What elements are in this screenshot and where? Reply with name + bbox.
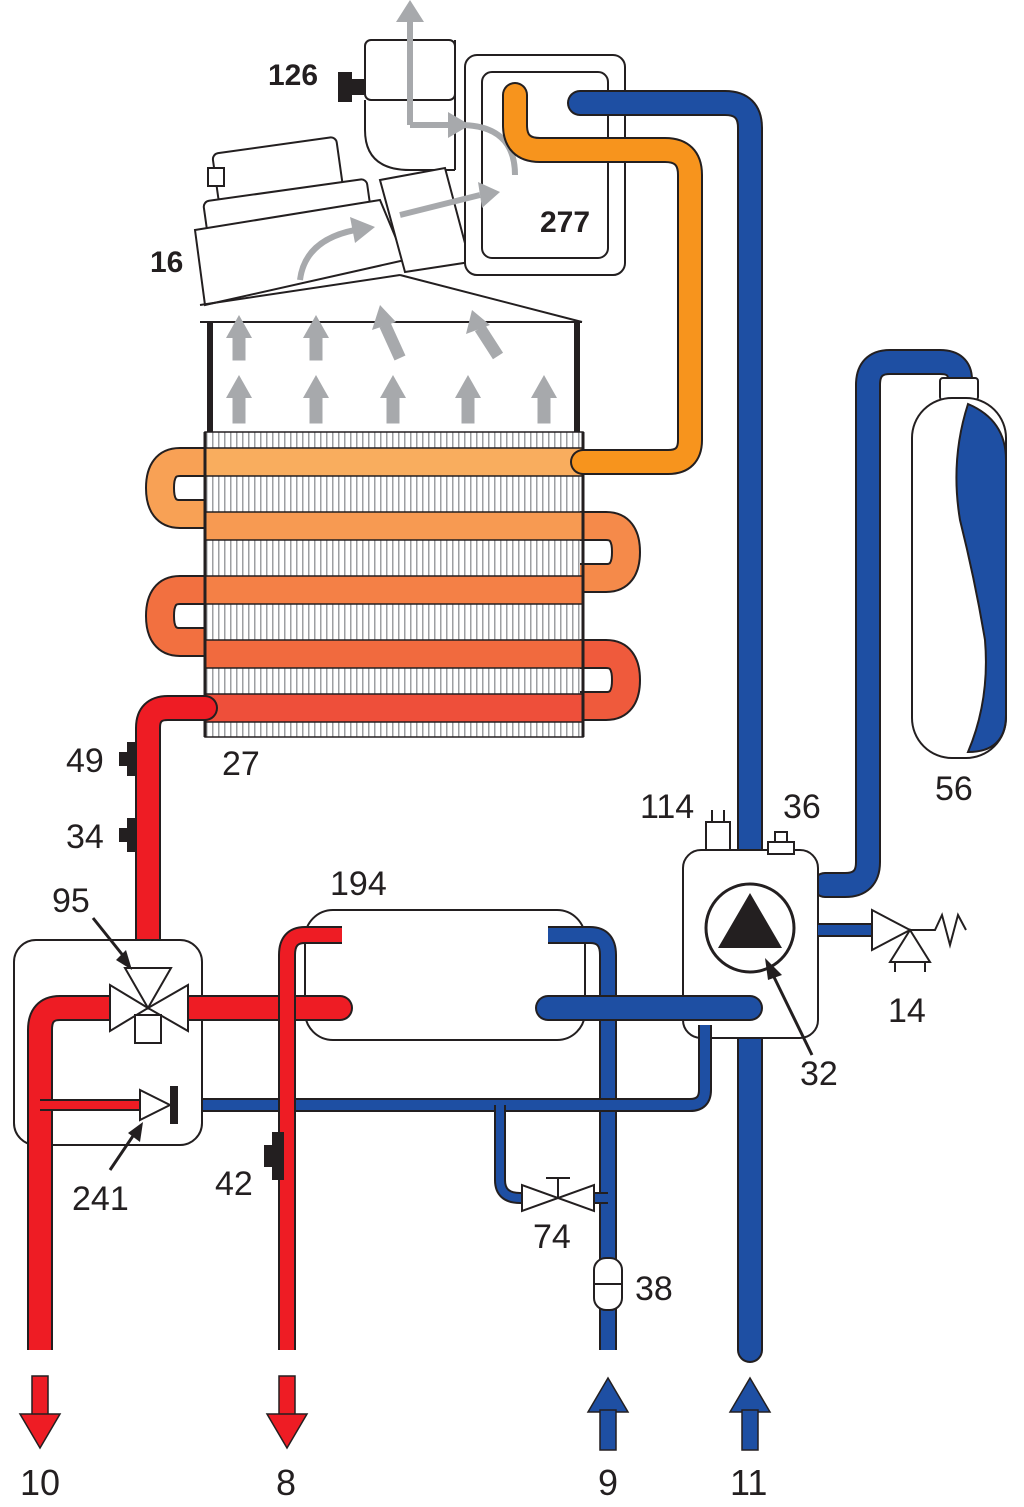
label-9: 9 [598,1462,619,1503]
label-38: 38 [635,1270,673,1308]
air-vent-36 [768,832,794,854]
fan [195,137,470,305]
label-49: 49 [66,742,104,780]
label-34: 34 [66,818,104,856]
flow-sensor-34 [119,818,137,852]
label-194: 194 [330,865,387,903]
label-32: 32 [800,1055,838,1093]
plate-heat-exchanger [305,910,585,1040]
label-8: 8 [276,1462,297,1503]
main-heat-exchanger [160,432,626,737]
label-241: 241 [72,1180,129,1218]
label-27: 27 [222,745,260,783]
pump-flow-sensor-114 [706,810,730,850]
air-pressure-switch [338,72,364,102]
label-16: 16 [150,246,184,279]
label-277: 277 [540,206,591,239]
safety-valve [872,910,966,972]
label-114: 114 [640,788,695,826]
arrow-out-10 [20,1376,60,1448]
arrow-out-8 [267,1376,307,1448]
label-11: 11 [730,1462,768,1503]
label-36: 36 [783,788,821,826]
label-42: 42 [215,1165,253,1203]
circulation-pump [706,884,794,972]
filling-tap [522,1178,594,1211]
flow-sensor-38 [594,1258,622,1310]
bypass-line [178,1025,705,1198]
dhw-sensor-42 [264,1132,284,1180]
label-74: 74 [533,1218,571,1256]
sealed-chamber-277 [465,55,625,275]
label-10: 10 [20,1462,61,1503]
label-56: 56 [935,770,973,808]
overheat-thermostat-49 [119,742,137,776]
hot-flow-pipe [148,708,205,975]
arrow-in-9 [588,1378,628,1450]
expansion-vessel [825,362,1006,885]
label-126: 126 [268,59,319,92]
label-95: 95 [52,882,90,920]
label-14: 14 [888,992,926,1030]
arrow-in-11 [730,1378,770,1450]
